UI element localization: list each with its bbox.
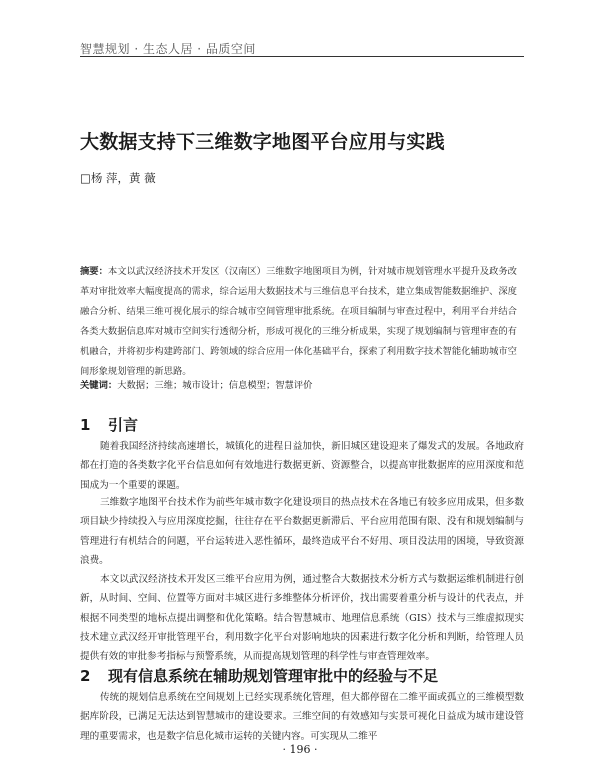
abstract bbox=[80, 262, 524, 382]
paragraph: 传统的规划信息系统在空间规划上已经实现系统化管理，但大都停留在二维平面或孤立的三维模型数据库阶段，已满足无法达到智慧城市的建设要求。三维空间的有效感知与实景可视化日益成为城市建设管理的重要需求，也是数字信息化城市运转的关键内容。可实现从二维平 bbox=[80, 692, 524, 742]
section-title: 现有信息系统在辅助规划管理审批中的经验与不足 bbox=[108, 667, 439, 685]
running-header: 智慧规划 · 生态人居 · 品质空间 bbox=[80, 42, 256, 56]
section-number: 1 bbox=[80, 416, 91, 434]
page-number: · 196 · bbox=[282, 743, 318, 756]
paragraph: 随着我国经济持续高速增长，城镇化的进程日益加快，新旧城区建设迎来了爆发式的发展。各地政府都在打造的各类数字化平台信息如何有效地进行数据更新、资源整合，以提高审批数据库的应用深度和范围成为一个重要的课题。 bbox=[80, 441, 524, 491]
paragraph: 本文以武汉经济技术开发区三维平台应用为例，通过整合大数据技术分析方式与数据运维机制进行创新，从时间、空间、位置等方面对丰城区进行多维整体分析评价，找出需要着重分析与设计的代表点，并根据不同类型的地标点提出调整和优化策略。结合智慧城市、地理信息系统（GIS）技术与三维虚拟现实技术建立武汉经开审批管理平台，利用数字化平台对影响地块的因素进行数字化分析和判断，给管理人员提供有效的审批参考指标与预警系统，从而提高规划管理的科学性与审查管理效率。 bbox=[80, 574, 524, 663]
keywords bbox=[80, 377, 524, 391]
paragraph: 三维数字地图平台技术作为前些年城市数字化建设项目的热点技术在各地已有较多应用成果，但多数项目缺少持续投入与应用深度挖掘，往往存在平台数据更新滞后、平台应用范围有限、没有和规划编制与管理进行有机结合的问题，平台运转进入恶性循环，最终造成平台不好用、项目没法用的困境，导致资源浪费。 bbox=[80, 497, 524, 566]
keywords-text: 大数据；三维；城市设计；信息模型；智慧评价 bbox=[117, 380, 313, 391]
section-heading-1 bbox=[80, 414, 138, 435]
section-number: 2 bbox=[80, 667, 91, 685]
section-title: 引言 bbox=[108, 416, 139, 434]
section-heading-2 bbox=[80, 665, 438, 686]
article-authors: □杨 萍，黄 薇 bbox=[80, 171, 156, 185]
keywords-label: 关键词： bbox=[80, 380, 118, 391]
abstract-label: 摘要： bbox=[80, 266, 108, 277]
article-title: 大数据支持下三维数字地图平台应用与实践 bbox=[80, 131, 445, 153]
header-divider bbox=[80, 56, 524, 57]
abstract-text: 本文以武汉经济技术开发区（汉南区）三维数字地图项目为例，针对城市规划管理水平提升及政务改革对审批效率大幅度提高的需求，综合运用大数据技术与三维信息平台技术，建立集成智能数据维护、深度融合分析、结果三维可视化展示的综合城市空间管理审批系统。在项目编制与审查过程中，利用平台并结合各类大数据信息库对城市空间实行透彻分析，形成可视化的三维分析成果，实现了规划编制与管理审查的有机融合，并将初步构建跨部门、跨领域的综合应用一体化基础平台，探索了利用数字技术智能化辅助城市空间形象规划管理的新思路。 bbox=[80, 266, 517, 377]
